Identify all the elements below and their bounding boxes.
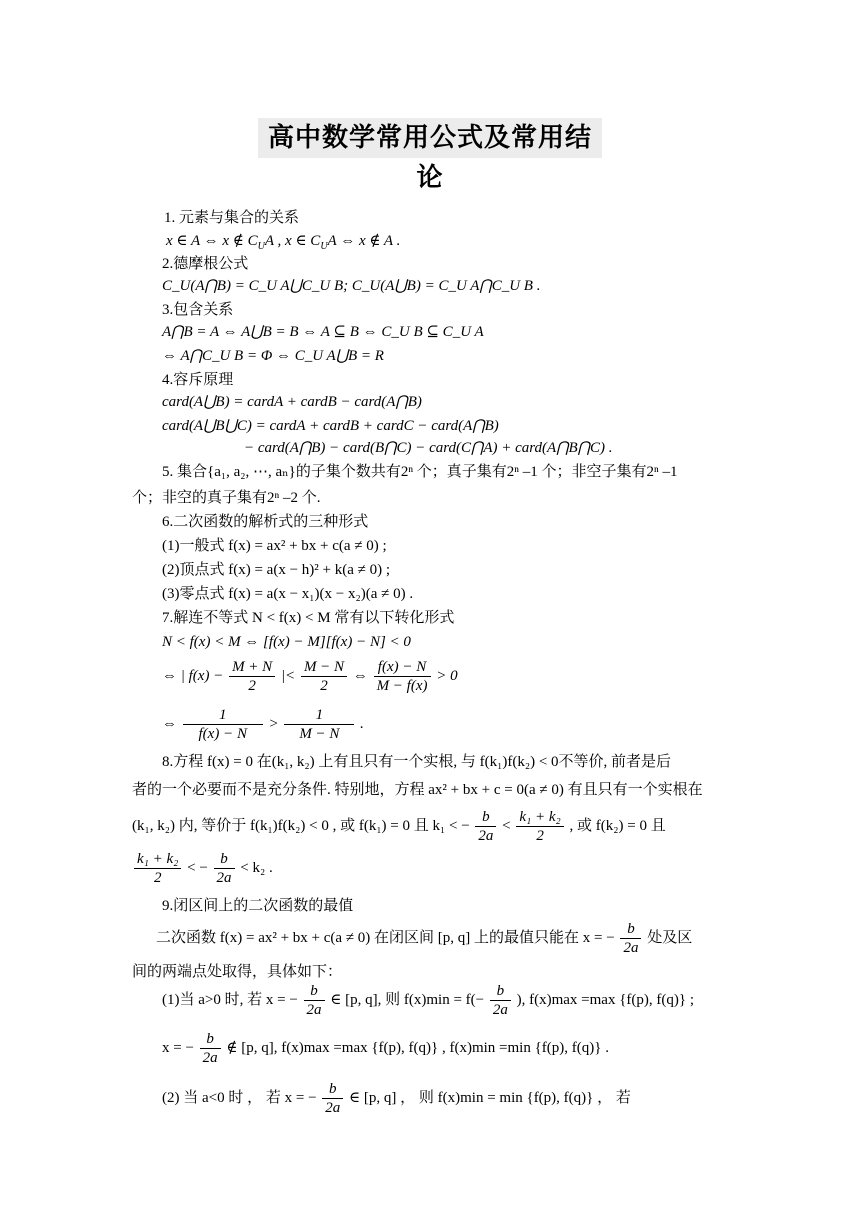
formula-part: ∈ [p, q] ， 则 f(x)min = min {f(p), f(q)} ， 若 [349,1090,631,1106]
formula-part: . [360,716,364,732]
section-9-case-1 [162,980,694,1020]
numerator: 1 [284,706,354,725]
numerator: f(x) − N [374,658,431,677]
fraction [183,706,263,743]
denominator: 2 [536,828,544,845]
section-7-heading: 7.解连不等式 N < f(x) < M 常有以下转化形式 [162,610,455,626]
section-2-formula: C_U(A⋂B) = C_U A⋃C_U B; C_U(A⋃B) = C_U A⋂C_U B . [162,278,541,294]
denominator: 2a [478,828,494,845]
numerator: M + N [229,658,275,677]
denominator: 2 [153,870,162,887]
formula-part: > [268,716,279,732]
fraction [301,658,347,695]
formula-part: < [502,818,511,834]
section-2-heading: 2.德摩根公式 [162,256,249,272]
formula-part: ), f(x)max =max {f(p), f(q)} ; [516,992,694,1008]
numerator: M − N [301,658,347,677]
section-6-formula-3: (3)零点式 f(x) = a(x − x₁)(x − x₂)(a ≠ 0) . [162,586,414,602]
fraction [229,658,275,695]
formula-part: (1)当 a>0 时, 若 x = − [162,992,298,1008]
section-1-formula: x ∈ A ⇔ x ∉ $C_UA$ , x ∈ $C_UA$ ⇔ x ∉ A . [166,233,401,252]
numerator: b [490,982,511,1001]
section-7-formula-1: N < f(x) < M ⇔ [f(x) − M][f(x) − N] < 0 [162,634,411,650]
section-3-formula-2: ⇔ A⋂C_U B = Φ ⇔ C_U A⋃B = R [162,348,384,364]
section-9-paragraph-line-2: 间的两端点处取得，具体如下： [132,964,343,980]
page-title: 高中数学常用公式及常用结论 [258,118,602,158]
section-8-line-3 [132,806,666,846]
section-8-line-2: 者的一个必要而不是充分条件. 特别地，方程 ax² + bx + c = 0(a ≠ 0) 有且只有一个实根在 [132,782,703,798]
section-4-formula-3: − card(A⋂B) − card(B⋂C) − card(C⋂A) + card(A⋂B⋂C) . [244,440,613,456]
formula-part: < − [187,860,208,876]
formula-part: ∉ [p, q], f(x)max =max {f(p), f(q)} , f(x)min =min {f(p), f(q)} . [226,1040,609,1056]
section-9-heading: 9.闭区间上的二次函数的最值 [162,898,354,914]
fraction [200,1030,221,1067]
denominator: 2a [623,940,639,957]
formula-part: x = − [162,1040,194,1056]
section-4-formula-2: card(A⋃B⋃C) = cardA + cardB + cardC − card(A⋂B) [162,418,499,434]
formula-part: ⇔ [352,668,368,684]
section-1-heading: 1. 元素与集合的关系 [164,210,300,226]
section-7-formula-3 [162,704,364,744]
denominator: 2 [320,678,328,695]
numerator: 1 [183,706,263,725]
section-5-line-2: 个；非空的真子集有2ⁿ –2 个. [132,490,321,506]
fraction [322,1080,343,1117]
formula-part: (k₁, k₂) 内, 等价于 f(k₁)f(k₂) < 0 , 或 f(k₁) = 0 且 k₁ < − [132,818,470,834]
numerator: b [200,1030,221,1049]
numerator: k₁ + k₂ [134,850,181,869]
fraction [516,808,563,845]
formula-part: > 0 [436,668,458,684]
denominator: 2a [216,870,232,887]
section-8-line-4 [132,848,273,888]
numerator: b [214,850,235,869]
numerator: b [620,920,641,939]
section-7-formula-2 [162,656,458,696]
formula-part: x ∈ A ⇔ x ∉ C [166,233,258,249]
formula-part: ⇔ | f(x) − [162,668,224,684]
section-6-formula-1: (1)一般式 f(x) = ax² + bx + c(a ≠ 0) ; [162,538,387,554]
denominator: 2a [306,1002,322,1019]
formula-part: |< [280,668,296,684]
formula-part: ∈ [p, q], 则 f(x)min = f(− [330,992,485,1008]
fraction [304,982,325,1019]
section-9-case-2 [162,1078,631,1118]
formula-part: < k₂ . [240,860,273,876]
denominator: f(x) − N [198,726,247,743]
formula-part: A , x ∈ C [264,233,321,249]
denominator: 2a [492,1002,508,1019]
denominator: 2a [202,1050,218,1067]
fraction [490,982,511,1019]
section-3-heading: 3.包含关系 [162,302,234,318]
denominator: M − f(x) [376,678,428,695]
denominator: M − N [299,726,340,743]
section-8-line-1: 8.方程 f(x) = 0 在(k₁, k₂) 上有且只有一个实根, 与 f(k₁)f(k₂) < 0不等价, 前者是后 [162,754,672,770]
numerator: k₁ + k₂ [516,808,563,827]
numerator: b [304,982,325,1001]
numerator: b [322,1080,343,1099]
section-9-paragraph-line-1 [156,918,692,958]
formula-part: , 或 f(k₂) = 0 且 [569,818,666,834]
denominator: 2 [248,678,256,695]
formula-part: 处及区 [647,930,693,946]
fraction [620,920,641,957]
section-4-heading: 4.容斥原理 [162,372,234,388]
fraction [214,850,235,887]
fraction [475,808,496,845]
section-9-case-1-continued [162,1028,609,1068]
section-4-formula-1: card(A⋃B) = cardA + cardB − card(A⋂B) [162,394,422,410]
formula-part: (2) 当 a<0 时 ， 若 x = − [162,1090,317,1106]
section-3-formula-1: A⋂B = A ⇔ A⋃B = B ⇔ A ⊆ B ⇔ C_U B ⊆ C_U A [162,324,484,340]
section-6-heading: 6.二次函数的解析式的三种形式 [162,514,369,530]
fraction [374,658,431,695]
fraction [134,850,181,887]
fraction [284,706,354,743]
formula-part: 二次函数 f(x) = ax² + bx + c(a ≠ 0) 在闭区间 [p, q] 上的最值只能在 x = − [156,930,615,946]
section-5-line-1: 5. 集合{a₁, a₂, ⋯, aₙ}的子集个数共有2ⁿ 个；真子集有2ⁿ –1 个；非空子集有2ⁿ –1 [162,464,678,480]
denominator: 2a [325,1100,341,1117]
formula-part: A ⇔ x ∉ A . [327,233,401,249]
section-6-formula-2: (2)顶点式 f(x) = a(x − h)² + k(a ≠ 0) ; [162,562,391,578]
formula-part: ⇔ [162,716,177,732]
numerator: b [475,808,496,827]
